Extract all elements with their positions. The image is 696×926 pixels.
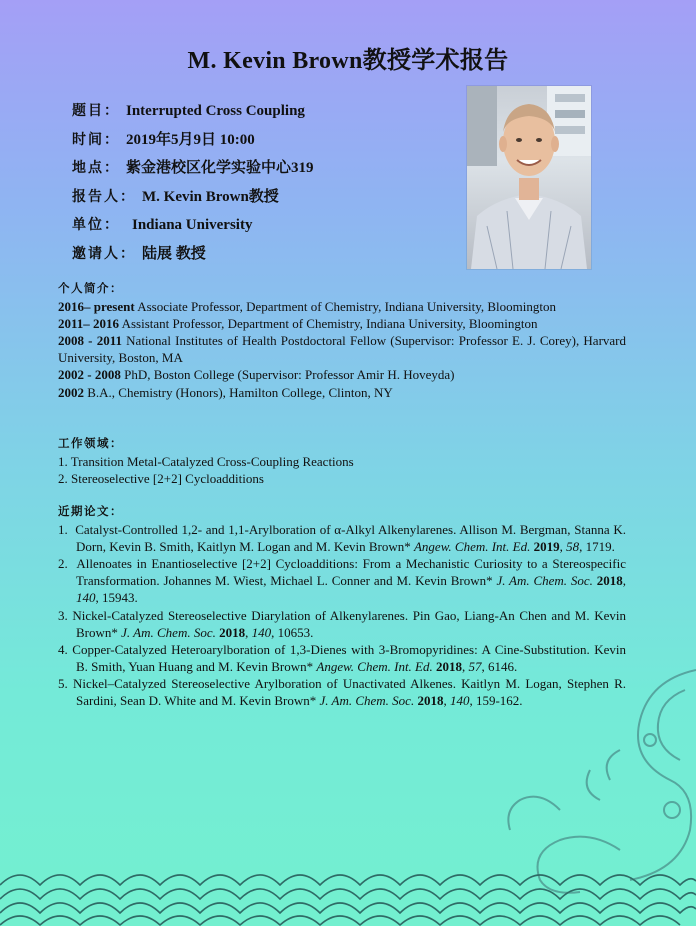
bio-entry: 2016– present Associate Professor, Department of Chemistry, Indiana University, Bloomington: [58, 299, 556, 315]
work-section: [58, 435, 626, 487]
info-affiliation: 单位： Indiana University: [72, 217, 253, 233]
bio-section: [58, 280, 626, 401]
page-title: M. Kevin Brown教授学术报告: [187, 48, 509, 74]
work-item: 2. Stereoselective [2+2] Cycloadditions: [58, 471, 264, 487]
publication-item: 1. Catalyst-Controlled 1,2- and 1,1-Arylboration of α-Alkyl Alkenylarenes. Allison M. Bergman, Stanna K. Dorn, Kevin B. Smith, Kaitlyn M. Logan and M. Kevin Brown* Angew. Chem. Int. Ed. 2019, 58, 1719.: [58, 522, 626, 555]
publication-item: 5. Nickel–Catalyzed Stereoselective Arylboration of Unactivated Alkenes. Kaitlyn M. Logan, Stephen R. Sardini, Sean D. White and M. Kevin Brown* J. Am. Chem. Soc. 2018, 140, 159-162.: [58, 675, 627, 709]
waves-decoration: [0, 855, 696, 926]
publication-item: 3. Nickel-Catalyzed Stereoselective Diarylation of Alkenylarenes. Pin Gao, Liang-An Chen and M. Kevin Brown* J. Am. Chem. Soc. 2018, 140, 10653.: [58, 607, 627, 640]
info-block: [72, 100, 314, 271]
bio-heading: 个人简介：: [58, 281, 123, 295]
info-topic: 题目： Interrupted Cross Coupling: [72, 103, 305, 119]
speaker-photo: [467, 86, 591, 269]
work-heading: 工作领域：: [58, 436, 123, 450]
work-item: 1. Transition Metal-Catalyzed Cross-Coupling Reactions: [58, 454, 354, 470]
publication-item: 4. Copper-Catalyzed Heteroarylboration of 1,3-Dienes with 3-Bromopyridines: A Cine-Substitution. Kevin B. Smith, Yuan Huang and M. Kevin Brown* Angew. Chem. Int. Ed. 2018, 57, 6146.: [58, 641, 626, 674]
bio-entry: 2002 B.A., Chemistry (Honors), Hamilton College, Clinton, NY: [58, 384, 393, 400]
info-host: 邀请人： 陆展 教授: [72, 245, 206, 262]
info-location: 地点： 紫金港校区化学实验中心319: [72, 160, 314, 176]
bio-entry: 2011– 2016 Assistant Professor, Department of Chemistry, Indiana University, Bloomington: [58, 316, 538, 332]
publications-heading: 近期论文：: [58, 504, 123, 518]
bio-entry: 2002 - 2008 PhD, Boston College (Supervisor: Professor Amir H. Hoveyda): [58, 367, 455, 383]
info-speaker: 报告人： M. Kevin Brown教授: [72, 188, 279, 205]
info-time: 时间： 2019年5月9日 10:00: [72, 131, 255, 148]
bio-entry: 2008 - 2011 National Institutes of Health Postdoctoral Fellow (Supervisor: Professor E. J. Corey), Harvard University, Boston, MA: [58, 333, 626, 366]
publication-item: 2. Allenoates in Enantioselective [2+2] Cycloadditions: From a Mechanistic Curiosity to a Stereospecific Transformation. Johannes M. Wiest, Michael L. Conner and M. Kevin Brown* J. Am. Chem. Soc. 2018, 140, 15943.: [58, 556, 627, 606]
